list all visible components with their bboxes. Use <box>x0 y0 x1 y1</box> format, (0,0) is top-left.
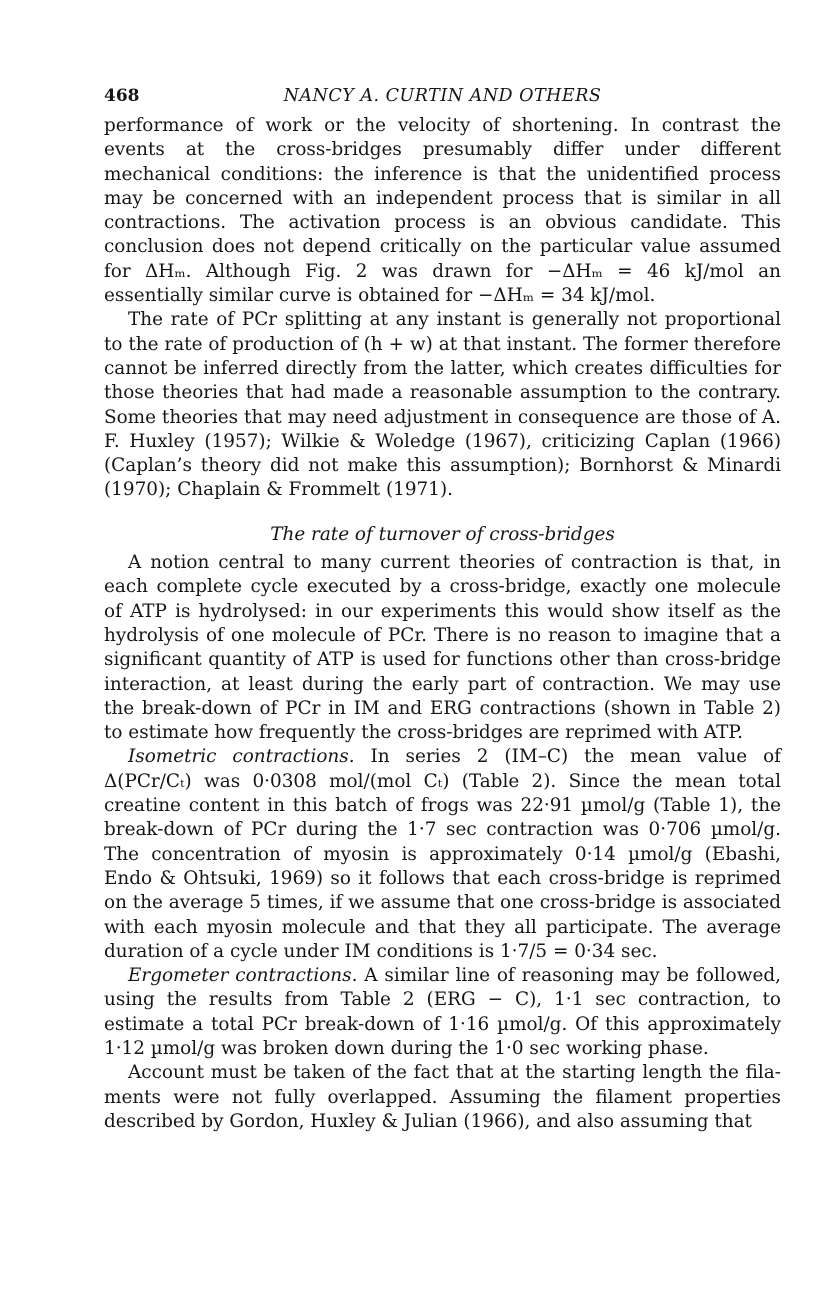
paragraph-isometric-contractions <box>104 745 781 964</box>
paragraph-filament-overlap: Account must be taken of the fact that at the starting length the filaments were not fully overlapped. Assuming the filament properties described by Gordon, Huxley & Julian (1966), and also assuming that <box>104 1062 781 1132</box>
paragraph-activation-process: performance of work or the velocity of shortening. In contrast the events at the cross-bridges presumably differ under different mechanical conditions: the inference is that the unidentified process may be concerned with an independent process that is similar in all contractions. The activation process is an obvious candidate. This conclusion does not depend critically on the particular value assumed for ΔHₘ. Although Fig. 2 was drawn for −ΔHₘ = 46 kJ/mol an essentially similar curve is obtained for −ΔHₘ = 34 kJ/mol. <box>104 115 781 307</box>
running-head <box>104 84 781 110</box>
paragraph-ergometer-contractions <box>104 964 781 1061</box>
paragraph-isometric-text: In series 2 (IM–C) the mean value of Δ(PCr/Cₜ) was 0·0308 mol/(mol Cₜ) (Table 2). Since the mean total creatine content in this batch of frogs was 22·91 µmol/g (Table 1), the break-down of PCr during the 1·7 sec contraction was 0·706 µmol/g. The concentration of myosin is approximately 0·14 µmol/g (Ebashi, Endo & Ohtsuki, 1969) so it follows that each cross-bridge is reprimed on the average 5 times, if we assume that one cross-bridge is associated with each myosin molecule and that they all participate. The average duration of a cycle under IM conditions is 1·7/5 = 0·34 sec. <box>104 746 781 962</box>
paragraph-ergometer-text: A similar line of reasoning may be followed, using the results from Table 2 (ERG − C), 1·1 sec contraction, to estimate a total PCr break-down of 1·16 µmol/g. Of this approximately 1·12 µmol/g was broken down during the 1·0 sec working phase. <box>104 965 781 1059</box>
paragraph-pcr-splitting-rate: The rate of PCr splitting at any instant is generally not proportional to the rate of production of (h + w) at that instant. The former therefore cannot be inferred directly from the latter, which creates difficulties for those theories that had made a reasonable assumption to the contrary. Some theories that may need adjustment in consequence are those of A. F. Huxley (1957); Wilkie & Woledge (1967), criticizing Caplan (1966) (Caplan’s theory did not make this assumption); Bornhorst & Minardi (1970); Chaplain & Frommelt (1971). <box>104 309 781 501</box>
run-in-heading-isometric: Isometric contractions. <box>128 746 355 768</box>
run-in-heading-ergometer: Ergometer contractions. <box>128 965 358 987</box>
running-head-authors: NANCY A. CURTIN AND OTHERS <box>283 86 602 106</box>
page-number: 468 <box>104 86 140 106</box>
journal-page <box>104 84 781 1134</box>
section-heading: The rate of turnover of cross-bridges <box>270 523 615 545</box>
paragraph-cross-bridge-notion: A notion central to many current theories of contraction is that, in each complete cycle executed by a cross-bridge, exactly one molecule of ATP is hydrolysed: in our experiments this would show itself as the hydrolysis of one molecule of PCr. There is no reason to imagine that a significant quantity of ATP is used for functions other than cross-bridge interaction, at least during the early part of contraction. We may use the break-down of PCr in IM and ERG contractions (shown in Table 2) to estimate how frequently the cross-bridges are reprimed with ATP. <box>104 552 781 744</box>
